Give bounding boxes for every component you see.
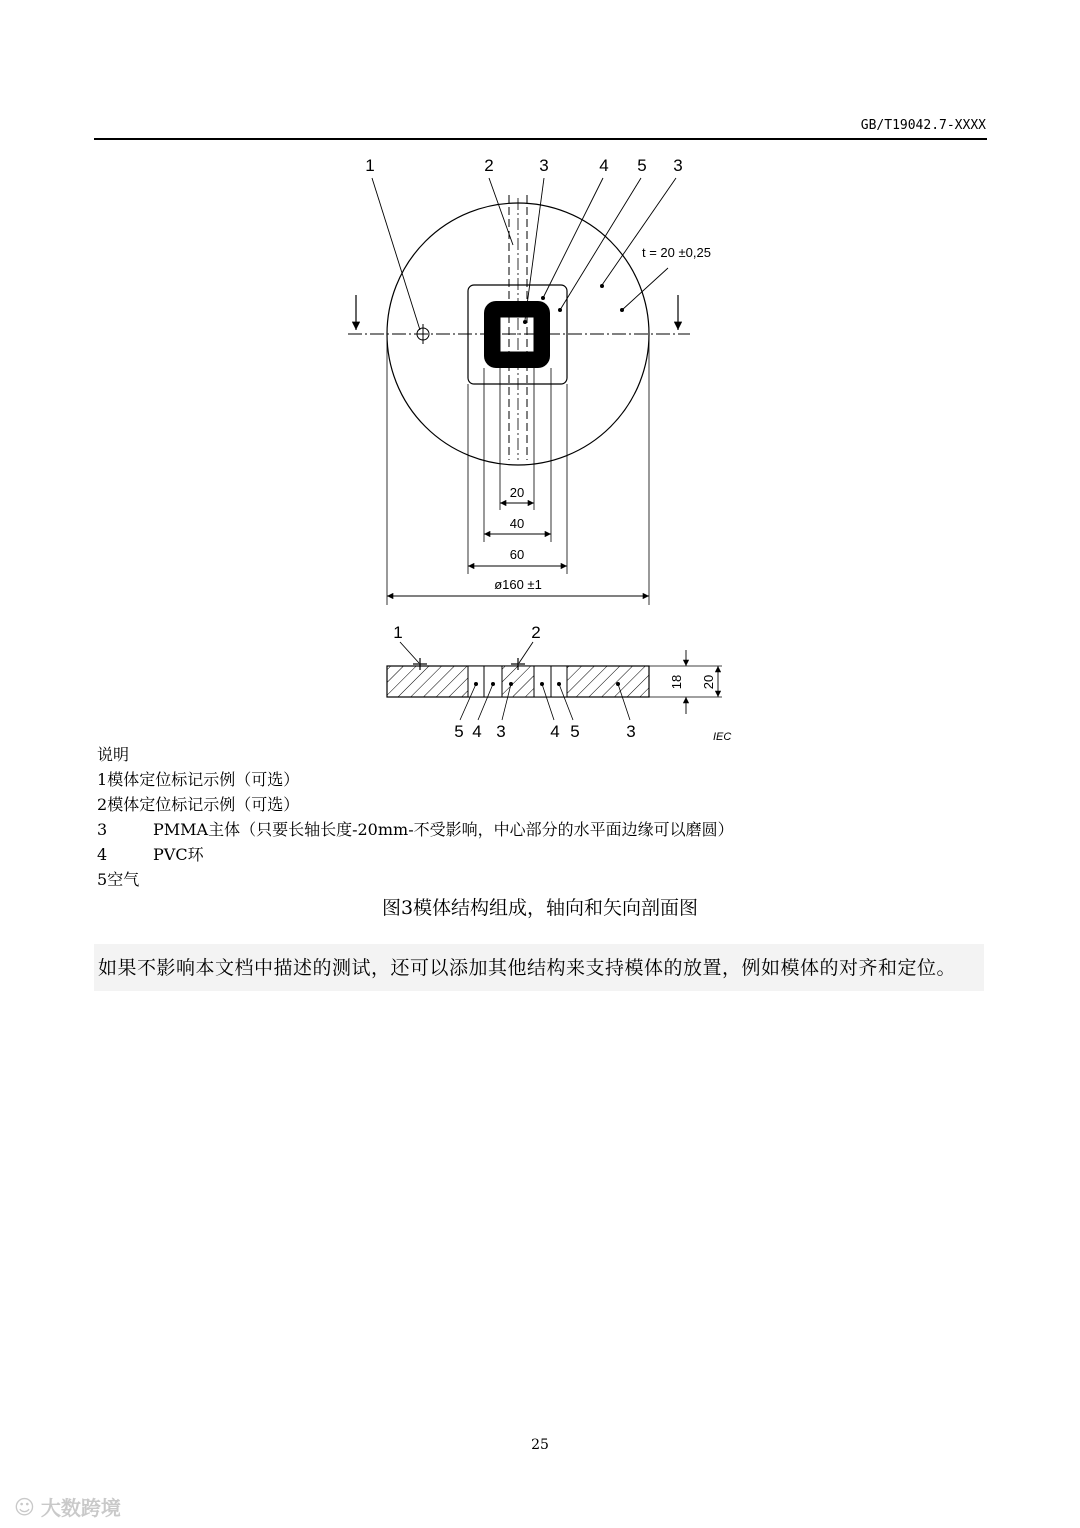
side-callout-1: 1 xyxy=(393,623,403,642)
body-paragraph: 如果不影响本文档中描述的测试，还可以添加其他结构来支持模体的放置，例如模体的对齐和定位。 xyxy=(94,944,984,991)
side-callout-4b: 4 xyxy=(550,722,560,741)
legend-item: 2 模体定位标记示例（可选） xyxy=(97,795,300,814)
dim-20: 20 xyxy=(509,485,525,500)
side-callout-5b: 5 xyxy=(570,722,580,741)
side-callout-2: 2 xyxy=(531,623,541,642)
phantom-drawing xyxy=(0,0,1080,760)
legend xyxy=(97,742,734,892)
dim-20-side: 20 xyxy=(701,674,716,690)
callout-4: 4 xyxy=(599,156,609,175)
dim-diameter: ø160 ±1 xyxy=(494,577,542,592)
side-callout-4a: 4 xyxy=(472,722,482,741)
legend-item: 4 PVC环 xyxy=(97,845,204,864)
figure-caption: 图3模体结构组成，轴向和矢向剖面图 xyxy=(381,897,699,919)
dim-40: 40 xyxy=(509,516,525,531)
watermark: ☺ 大数跨境 xyxy=(14,1494,121,1520)
document-code: GB/T19042.7-XXXX xyxy=(860,118,986,133)
callout-5: 5 xyxy=(637,156,647,175)
legend-item: 1 模体定位标记示例（可选） xyxy=(97,770,300,789)
dim-60: 60 xyxy=(509,547,525,562)
side-callout-5a: 5 xyxy=(454,722,464,741)
sagittal-view xyxy=(387,623,731,743)
axial-view xyxy=(348,156,711,605)
dim-18: 18 xyxy=(669,674,684,690)
air-cavity xyxy=(500,317,534,352)
callout-3: 3 xyxy=(539,156,549,175)
side-callout-3a: 3 xyxy=(496,722,506,741)
callout-3b: 3 xyxy=(673,156,683,175)
legend-item: 5 空气 xyxy=(97,870,140,889)
page-number: 25 xyxy=(531,1437,549,1453)
watermark-logo-icon: ☺ xyxy=(14,1494,35,1519)
legend-title: 说明 xyxy=(97,745,130,764)
callout-1: 1 xyxy=(365,156,375,175)
iec-mark: IEC xyxy=(713,731,732,743)
legend-item: 3 PMMA主体（只要长轴长度-20mm-不受影响，中心部分的水平面边缘可以磨圆） xyxy=(97,820,734,839)
side-callout-3b: 3 xyxy=(626,722,636,741)
thickness-label: t = 20 ±0,25 xyxy=(642,245,711,260)
callout-2: 2 xyxy=(484,156,494,175)
